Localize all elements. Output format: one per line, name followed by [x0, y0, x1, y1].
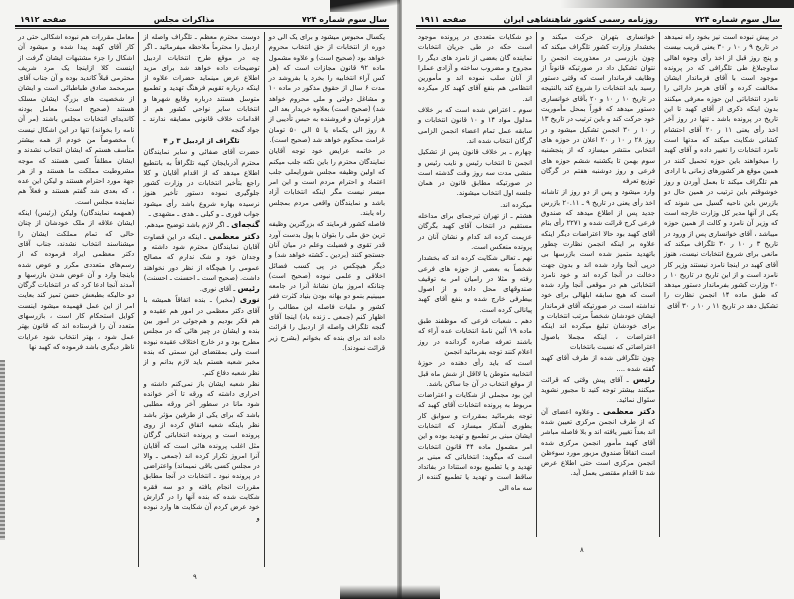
paragraph: است که باید رأی دهنده در حوزهٔ انتخابیه متوطن یا لااقل از شش ماه قبل از موقع انتخاب در آن جا ساکن باشد.	[418, 359, 532, 388]
speech-text: اینکه در این قضاوت آقایان نمایندگان محترم شود داشته و وجدان خود و شک ندارم که مصالح عمومی را هیچگاه از نظر دور نخواهند داشت. (صحیح است ـ احسنت ـ احسنت)	[143, 232, 260, 282]
running-title: روزنامه رسمی کشور شاهنشاهی ایران	[503, 14, 658, 24]
paragraph: حضرت آقای صفائی و سایر نمایندگان محترم آذربایجان کپیه تلگرافاً به بانتطیع اطلاع میدهد که از اقدام آقایان و کلا راجع بتأخیر انتخابات در وزارت کشور جلوگیری نموده دستور تأخیر هنوز نرسیده بهاره شروع باشد رأی میشود جواب فوری ـ و کیلی ـ هدی ـ مشهدی ـ	[143, 148, 260, 219]
dialogue-line: دکتر معظمی ـ وعلاوه اعضای آن که از طرف انجمن مرکزی تعیین شده اند بعداً تغییر یافته اند و بلا فاصله مباشر آقای کهبد مأمور انجمن مرکزی شده است اتفاقاً صندوق مزبور مورد سوءظن انجمن مرکزی است حتی اطلاع عرض شد تا اقدام مقتضی بعمل آید.	[541, 406, 655, 478]
column-2	[537, 32, 660, 537]
paragraph: هشتم ـ از تهران تیرجمای برای مداخله مستقیم در انتخاب آقای کهبد بگرگان عزیمت کرده اند کدام و نشان آنان در پرونده منعکس است.	[418, 212, 532, 251]
paragraph: در خاتمه عرایض خود توجه آقایان نمایندگان محترم را باین نکته جلب میکنم که اولین وظیفه مجلس شورایملی جلب اعتماد و احترام مردم است و این امر میسر نیست مگر اینکه انتخابات آزاد باشد و نمایندگان واقعی مردم بمجلس راه یابند.	[268, 147, 385, 218]
page-number: ۹	[193, 573, 197, 581]
paragraph: سوم ـ اعتراض شده است که بر خلاف مدلول مواد ۱۴ و ۱۰ قانون انتخابات و سابقه عمل تمام اعضاء انجمن الزامی گرگان انتخاب شده اند.	[418, 106, 533, 145]
paragraph: دوست محترم معظم ـ تلگراف واصله از اردبیل را محترماً ملاحظه میفرمائید ـ اگر چه در موقع طرح انتخابات اردبیل توضیحات داده خواهد شد برای مزید اطلاع عرض مینماید حضرات علاوه از اینکه درباره تقویم فرهنگ تهدید و تطمیع متوسل هستند درباره وقایع شهرها و انتخابات سایر نواحی کشور هم از اقدامات خلاف قانونی مضایقه ندارند ـ جواد گنجه	[143, 33, 260, 134]
paragraph: چهارم ـ بر خلاف قانون پس از تشکیل انجمن تا انتخاب رئیس و نایب رئیس و منشی مدت سه روز وقت گذشته است در صورتیکه مطابق قانون در همان جلسه اول انتخاب میشوند.	[418, 148, 532, 198]
issue-label: سال سوم شماره ۷۲۴	[301, 14, 387, 24]
left-columns	[14, 32, 389, 567]
paragraph: میکرده اند.	[500, 200, 532, 209]
paragraph: معامل مقررات هم نبوده اشکالی حتی در کار آقای کهبد پیدا شده و میشود آن اشکال را جزء مشتبهات ایشان گرفت از اینست کلا ازاینجا یک مرد شریف محترمی قبلاً کاندید بوده و آن جناب آقای میرمحمد صادق طباطبائی است و ایشان از شخصیت های بزرگ ایشان مسلک هستند (صحیح است) معامل بودنه کاندیدای انتخابات مجلس باشند (مر آن نامه را بخواند) تنها در این اشکال نیست ) مخصوصاً من خودم از همه بیشتر متأسف هستم که ایشان انتخاب نشدند و ایشان مطلقاً کسی هستند که موجه مشروطیت مملکت ما هستند و از هر جهة مورد احترام هستند و لیکن این عده ، که بعدی شد گفتم هستند و فعلاً هم نماینده مجلس است.	[18, 33, 135, 206]
paragraph: خوانساری بتهران حرکت میکند و بخشدار وزارت کشور تلگراف میکند که چون بازرسی در معذوریت انجمن را نتوان تشکیل داد در صورتیکه قانوناً از وظایف فرماندار است که وقتی دستور رسید باید انتخابات را شروع کند بالنتیجه در تاریخ ۱۰ ر ۱۰ و ۲۰ بآقای خوانساری دستور میدهد که فوراً بمحل مأموریت خود حرکت کند و باین ترتیب در تاریخ ۱۳ ر ۱۰ ر ۳۰ انجمن تشکیل میشود و در روز ۲۸ ر ۱۰ ر ۲۰ اعلان در حوزه های انتخابی منتشر میسازد که از پنجشنبه سوم بهمن تا یکشنبه ششم حوزه های فرعی و روز دوشنبه هفتم در گرگان توزیع تعرفه	[541, 33, 655, 186]
paragraph: چون تلگرافی شده از طرف آقای کهبد گفته شده ....	[541, 354, 655, 373]
telegram-heading: تلگراف از اردبیل ۳ ر ۴	[163, 136, 240, 145]
right-columns	[414, 32, 782, 537]
paragraph: این بود مجملی از شکایات و اعتراضات مربوط به پرونده انتخابات آقای کهبد که توجه بفرمائید بمقررات و سوابق کار بطوری آشکار میسازد که انتخابات ایشان مبنی بر تطمیع و تهدید بوده و این امر مشمول ماده ۴۴ قانون انتخابات است که میگوید: انتخاباتی که مبنی بر تهدید و یا تطمیع بوده استنادا در بفاتداد ساقط است و تهدید یا تطمیع کننده از سه ماه الی	[418, 391, 532, 492]
speaker-name: رئیس	[632, 374, 655, 384]
scan-shadow	[340, 585, 440, 599]
speech-text: وعلاوه اعضای آن که از طرف انجمن مرکزی تعیین شده اند بعداً تغییر یافته اند و بلا فاصله مباشر آقای کهبد مأمور انجمن مرکزی شده است اتفاقاً صندوق مزبور مورد سوءظن انجمن مرکزی است حتی اطلاع عرض شد تا اقدام مقتضی بعمل آید.	[541, 407, 655, 478]
paragraph: نهم ـ تعالی شکایت کرده اند که بخشدار شخصاً به بعضی از حوزه های فرعی رفته و مثلا در رامیان امر به توقیف صندوقهای محل داده و از اصول بیطرفی خارج شده و بنفع آقای کهبد پیانالی کرده است.	[418, 254, 532, 314]
speech-text: آقای نوری.	[199, 285, 232, 294]
right-page-header	[420, 13, 780, 25]
dialogue-line: رئیس ـ آقای نوری.	[199, 284, 260, 294]
header-rule-thin	[416, 28, 782, 29]
speech-text: (مخبر) ـ بنده اتفاقاً همیشه با آقای دکتر معظمی در امور هم عقیده و هم فکر بودیم و هم‌جوئی در امور بین بنده و ایشان در چیز هائی که در مجلس مطرح بود و در خارج اختلاف عقیده نبوده است ولی بمقتضای این سمتی که بنده مخبر شعبه هستم باید لازم بدانم و از نظر شعبه دفاع کنم.	[143, 296, 260, 377]
paragraph: هم تلگراف میکند تا بعمل آوردن و روز خوشوقتم باین ترتیب در همین حال دو بازرس باین ناحیه گسیل می شوند که یکی از آنها مدیر کل وزارت خارجه است که وزیر آن نامزد و کالت از همین حوزه میباشد ، آقای خوانساری پس از ورود در تاریخ ۳ ر ۱۰ ر ۳۰ تلگراف میکند که مانعی برای شروع انتخابات نیست، هنوز آقای کهبد در اینجا نامزد نیستند وزیر کار نامزد است و از این تاریخ در تاریخ ۱۰ ر ۲۰ وزارت کشور بفرماندار دستور میدهد که طبق ماده ۱۴ انجمن نظارت را تشکیل دهد در تاریخ ۱۱ ر ۱۰ ر ۳۰ آقای	[664, 178, 779, 310]
speaker-name: گنجه‌ای	[231, 220, 260, 230]
page-label: صفحه ۱۹۱۱	[420, 14, 467, 24]
speech-text: آقای پیش وقتی که قرائت میکنند بیشتر توجه کنید تا مجبور نشوید سئوال نمائید.	[541, 375, 655, 405]
issue-label: سال سوم شماره ۷۲۴	[694, 14, 780, 24]
scan-shadow	[560, 0, 794, 8]
page-label: صفحه ۱۹۱۲	[20, 14, 67, 24]
dialogue-line	[143, 295, 259, 377]
header-rule	[416, 25, 782, 27]
dialogue-line: رئیس ـ آقای پیش وقتی که قرائت میکنند بیشتر توجه کنید تا مجبور نشوید سئوال نمائید.	[541, 374, 655, 405]
speech-text: اگر لازم باشد توضیح میدهم.	[144, 221, 225, 230]
speaker-name: نوری	[239, 295, 260, 305]
right-page	[402, 0, 794, 599]
paragraph: دهم ـ شعبات فرعی که موظفند طبق ماده ۱۹ آئین نامهٔ انتخابات عده آراء که باشند تعرفه صادره گردانده در روز اعلام کنند توجه بفرمائید انجمن	[418, 317, 532, 356]
page-number: ۸	[580, 546, 584, 554]
speaker-name: دکتر معظمی	[602, 406, 655, 416]
paragraph: وارد میشود و پس از دو روز از تاشانه اخذ رأی یعنی در تاریخ ۹ ـ ۲۰.۱۱ بازرس جدید پس از اطلاع میدهد که صندوق فرعی کرج قرائت شده و ۲۲۷۱ رأی بنام آقای کهبد بود حالا اعتراضات دیگر اینکه علاوه بر اینکه انجمن نظارت چطور باتهدید متمیز شده است بازرسها بی درپی آنجا وارد شده اند و بدون جهت دخالت در آنجا کرده اند و خود نامزد انتخاباتی هم در موقعی آنجا وارد شده است که هیچ سابقه ابلهالی برای خود نداشته است در صورتیکه آقای فرماندار ایشان خودشان شخصاً مرتب انتخابات و برای خودشان تبلیغ میکرده اند اینکه اعتراضات ، اینکه مجملا باصول اعتراضاتی که نسبت بانتخابات	[541, 188, 655, 351]
scan-edge	[0, 360, 5, 540]
running-title: مذاکرات مجلس	[153, 14, 215, 24]
speaker-name: رئیس	[237, 284, 260, 294]
paragraph: فاصله کشور فرمایند که بزرگترین وظیفه ترین حق ملی را بتوان با پول بدست آورد قدر تقوی و فضیلت وعلم در میان آنان جستجو کنند (بردین ـ کشته خواهد شد) و دیگر هیچکس در پی کسب فضائل اخلاقی و علمی نبوده (صحیح است) چنانکه امروز بیان نشانهٔ آنرا در جامعه میبینیم بنمو دو بهانه بودن بنیاد کثرت ففر کشور و ملیات فاصله این مطالب را اظهار کنم (جمعی ـ زنده باد) اینجا آقای گنجه تلگراف واصله از اردبیل را قرائت داده اند برای بنده که بخوانم (بشرح زیر قرائت نمودند).	[268, 220, 385, 352]
dialogue-line: گنجه‌ای ـ اگر لازم باشد توضیح میدهم.	[144, 220, 260, 230]
header-rule	[15, 25, 389, 27]
column-3	[14, 32, 139, 567]
paragraph: یکسال محبوس میشود و برای یک الی دو دوره از انتخابات از حق انتخاب محروم خواهد بود (صحیح است) و علاوه مشمول ماده ۹۲ قانون مجازات است که (هر کس آراء انتخابیه را بخرد یا بفروشد در مدت ۶ سال از حقوق مذکور در ماده ۱۰ و مشاغل دولتی و ملی محروم خواهد شد) (صحیح است) بعلاوه خریدار بعد الی هزار تومان و فروشنده به حبس تأدیبی از ۸ روز الی یکماه یا ۵ الی ۵۰ تومان غرامت محکوم خواهد شد (صحیح است).	[268, 33, 385, 144]
column-1	[265, 32, 389, 567]
paragraph: نظر شعبه ایشان باز نمی‌کنم داشته و احراری داشته که ورقه تا آخر خوانده شود مانا در سطور آخر ورقه مطلبی باشد که برای یکی از طرفین مؤثر باشد نظر باینکه شعبه اتفاق کرده از روی پرونده است و پرونده انتخاباتی گرگان مثل اغلب پرونده هائی است که آقایان آنرا امروز تکرار کرده اند (جمعی ـ والا در مجلس کسی باقی نمیماند) واعتراضی در پرونده نبود ـ انتخابات در آنجا مطابق مقررات انجام یافته و دو سه فقره شکایت شده که بنده آنها را در گزارش خود عرض کردم آن شکایت ها وارد نبوده و	[143, 379, 260, 522]
dialogue-line: دکتر معظمی ـ اینکه در این قضاوت آقایان نمایندگان محترم شود داشته و وجدان خود و شک ندارم که مصالح عمومی را هیچگاه از نظر دور نخواهند داشت. (صحیح است ـ احسنت ـ احسنت)	[143, 231, 260, 282]
column-3	[414, 32, 537, 537]
column-1	[660, 32, 782, 537]
left-page-header	[20, 13, 387, 25]
paragraph: دو شکایات متعددی در پرونده موجود است حکه در طی جریان انتخابات نماینده گان بعضی از نامزد های دیگر را مجروح و مضروب ساخته و آزادی عملرا از آنان سلب نموده اند و مأمورین انتظامی هم بنفع آقای کهبد کار میکرده اند.	[418, 33, 532, 103]
paragraph: در پیش نبوده است نیز بخود راه نمیدهد در تاریخ ۹ ر ۱۰ ر ۳۰ یعنی قریب بیست و پنج روز قبل از اخذ رأی وجوه اهالی ساوجبلاغ طی تلگرافی که در پرونده موجود است با آقای فرماندار ایشان مخالفت کرده و آقای هرمز دارائی را نامزد انتخاباتی این حوزه معرفی میکنند بدون اینکه ذکری از آقای کهبد تا این تاریخ در پرونده باشد ـ تنها در روز آخر اخذ رأی یعنی ۱۱ ر ۲۰ آقای احتشام کشانی شکایت میکند که مدتها است نامزد انتخابات را تغییر داده و آقای کهبد را میخواهند باین حوزه تحمیل کنند در همین موقع هر کشورهای زمانی با ارادی	[664, 33, 778, 175]
speaker-name: دکتر معظمی	[208, 231, 260, 241]
paragraph: (همهمه نمایندگان) ولیکن (رئیس) اینکه ایشان علاقه از ملک خودشان از چنان حالی که تمام مملکت ایشان را میشناسند انتخاب نشدند، جناب آقای دکتر معظمی ایراد فرموده که از رسم‌های متعددی مکرر و عوض شده باینجا وارد و آن عوض شدن بازرسها و آمدند آنجا ادعا کرد که در انتخابات گرگان دو حالیکه بطبعش حسن تمیز کند بعایت امر از این عمل فهمیده میشود اینست کوایل استحکام کار است ، بازرسهای متعدد آن را فرستاده اند که قانون بهتر عمل شود ، بهتر انتخاب شود عرایات ناظر دیگری باشد فرموده که کهبد نها	[18, 209, 135, 351]
header-rule-thin	[15, 28, 389, 29]
scan-shadow	[330, 0, 400, 12]
column-2	[139, 32, 264, 567]
